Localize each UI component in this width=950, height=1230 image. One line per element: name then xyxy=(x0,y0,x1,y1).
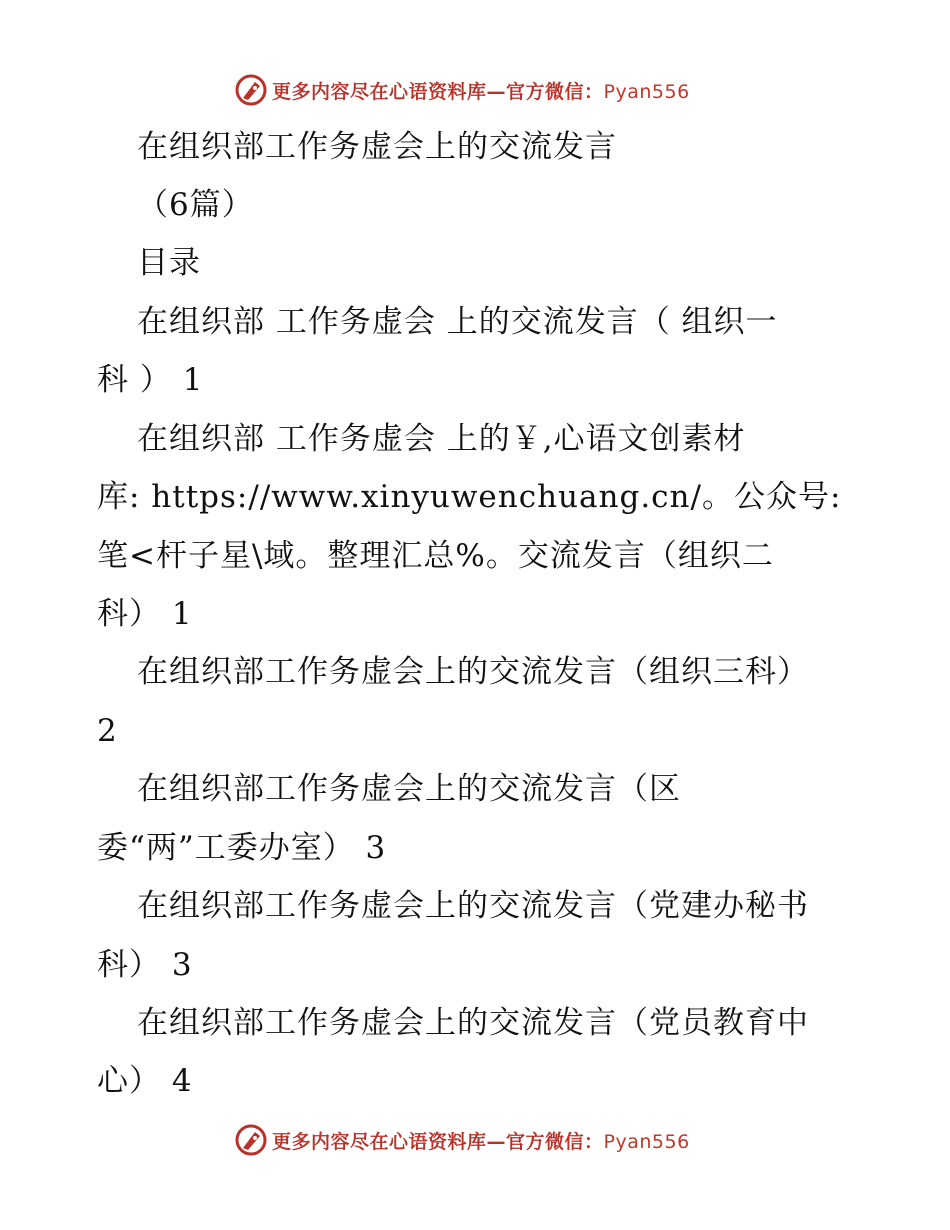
toc-line: 委“两”工委办室） 3 xyxy=(97,830,387,866)
pen-nib-logo-icon xyxy=(234,73,268,107)
toc-line: 2 xyxy=(97,713,118,749)
toc-line: 在组织部工作务虚会上的交流发言（组织三科） xyxy=(137,654,809,690)
toc-line: 在组织部工作务虚会上的交流发言（党员教育中 xyxy=(137,1005,809,1041)
watermark-wechat-id: Pyan556 xyxy=(603,80,690,103)
toc-line: 科） 1 xyxy=(97,596,193,632)
toc-line: 科 ） 1 xyxy=(97,362,204,398)
toc-line: 笔<杆子星\域。整理汇总%。交流发言（组织二 xyxy=(97,538,774,574)
toc-line: 科） 3 xyxy=(97,947,193,983)
toc-line: 在组织部工作务虚会上的交流发言（党建办秘书 xyxy=(137,888,809,924)
watermark-wechat-id: Pyan556 xyxy=(603,1130,690,1153)
watermark-wechat-label: 官方微信： xyxy=(506,1130,604,1153)
toc-line: 库: https://www.xinyuwenchuang.cn/。公众号: xyxy=(97,479,842,515)
watermark-text: 更多内容尽在心语资料库— xyxy=(272,80,507,103)
toc-line: 在组织部 工作务虚会 上的￥,心语文创素材 xyxy=(137,421,746,457)
footer-watermark xyxy=(234,1122,714,1158)
toc-line: 在组织部工作务虚会上的交流发言（区 xyxy=(137,771,681,807)
toc-line: 心） 4 xyxy=(97,1063,193,1099)
toc-line: 在组织部 工作务虚会 上的交流发言（ 组织一 xyxy=(137,304,778,340)
document-title: 在组织部工作务虚会上的交流发言 xyxy=(137,129,617,165)
watermark-wechat-label: 官方微信： xyxy=(506,80,604,103)
toc-heading: 目录 xyxy=(137,245,201,281)
pen-nib-logo-icon xyxy=(234,1123,268,1157)
watermark-text: 更多内容尽在心语资料库— xyxy=(272,1130,507,1153)
document-subtitle: （6篇） xyxy=(137,187,254,223)
header-watermark xyxy=(234,72,714,108)
